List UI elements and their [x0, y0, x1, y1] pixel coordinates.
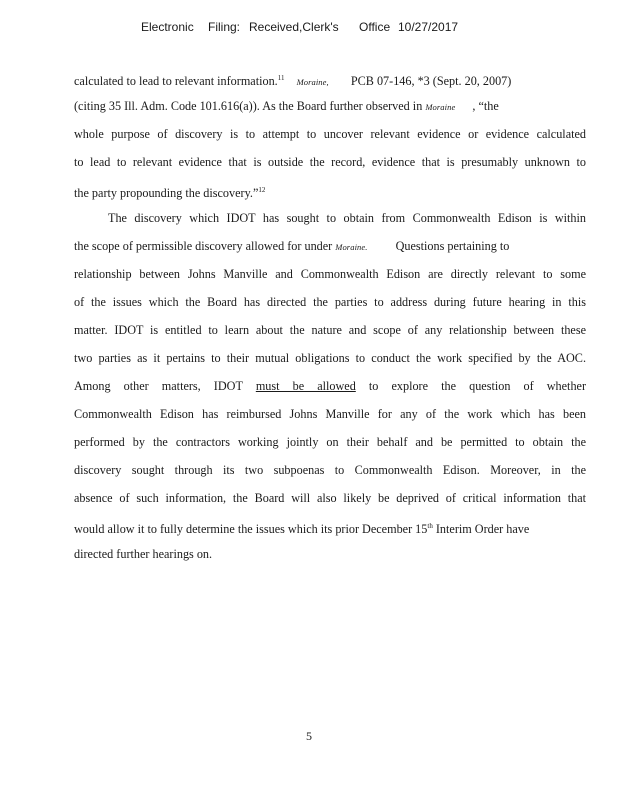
stamp-office: Office: [359, 20, 391, 34]
p1-line-4: to lead to relevant evidence that is outside the record, evidence that is presumably unknown to: [74, 155, 586, 169]
p2-line-11: absence of such information, the Board will also likely be deprived of critical information that: [74, 491, 586, 505]
p2-line-5: matter. IDOT is entitled to learn about the nature and scope of any relationship between these: [74, 323, 586, 337]
stamp-received: Received,Clerk's: [249, 20, 339, 34]
p2-line-4: of the issues which the Board has directed the parties to address during future hearing in this: [74, 295, 586, 309]
filing-stamp-header: [0, 20, 618, 36]
p1-line-3: whole purpose of discovery is to attempt to uncover relevant evidence or evidence calculated: [74, 127, 586, 141]
p1-l2-tail: , “the: [472, 99, 499, 113]
p2-line-2: [74, 236, 509, 256]
page-number: 5: [306, 729, 312, 743]
p2-l7-pre: Among other matters, IDOT: [74, 379, 243, 393]
case-name-moraine: Moraine,: [296, 77, 329, 87]
p1-line-2: [74, 96, 499, 116]
p1-l5-text: the party propounding the discovery.: [74, 186, 253, 200]
stamp-electronic: Electronic: [141, 20, 194, 34]
p1-l1-text: calculated to lead to relevant information.: [74, 74, 278, 88]
footnote-ref-12: 12: [258, 186, 266, 194]
p2-l2-tail: Questions pertaining to: [395, 239, 510, 253]
p2-line-10: discovery sought through its two subpoenas to Commonwealth Edison. Moreover, in the: [74, 463, 586, 477]
p1-l5-tail: ”: [252, 186, 259, 200]
footnote-ref-11: 11: [277, 74, 285, 82]
p1-line-5: [74, 180, 265, 200]
p2-l2-text: the scope of permissible discovery allowed for under: [74, 239, 333, 253]
p2-l12-pre: would allow it to fully determine the issues which its prior December 15: [74, 522, 428, 536]
case-name-moraine-3: Moraine.: [335, 242, 368, 252]
p2-line-13: directed further hearings on.: [74, 547, 213, 561]
p2-line-8: Commonwealth Edison has reimbursed Johns Manville for any of the work which has been: [74, 407, 586, 421]
pcb-citation: PCB 07-146, *3 (Sept. 20, 2007): [350, 74, 512, 88]
stamp-date: 10/27/2017: [398, 20, 459, 34]
p2-line-7: [74, 376, 586, 396]
p2-line-6: two parties as it pertains to their mutual obligations to conduct the work specified by the AOC.: [74, 351, 586, 365]
p2-line-3: relationship between Johns Manville and Commonwealth Edison are directly relevant to some: [74, 267, 586, 281]
ordinal-th: th: [427, 522, 433, 530]
stamp-filing: Filing:: [208, 20, 241, 34]
p2-line-9: performed by the contractors working jointly on their behalf and be permitted to obtain the: [74, 435, 586, 449]
p2-line-1: The discovery which IDOT has sought to obtain from Commonwealth Edison is within: [108, 211, 586, 225]
p1-line-1: [74, 68, 511, 88]
p1-l2-text: (citing 35 Ill. Adm. Code 101.616(a)). As the Board further observed in: [74, 99, 423, 113]
p2-l12-post: Interim Order have: [435, 522, 530, 536]
emphasis-must-be-allowed: must be allowed: [255, 379, 356, 393]
p2-l7-post: to explore the question of whether: [368, 379, 587, 393]
case-name-moraine-2: Moraine: [425, 102, 456, 112]
p2-line-12: [74, 516, 529, 536]
